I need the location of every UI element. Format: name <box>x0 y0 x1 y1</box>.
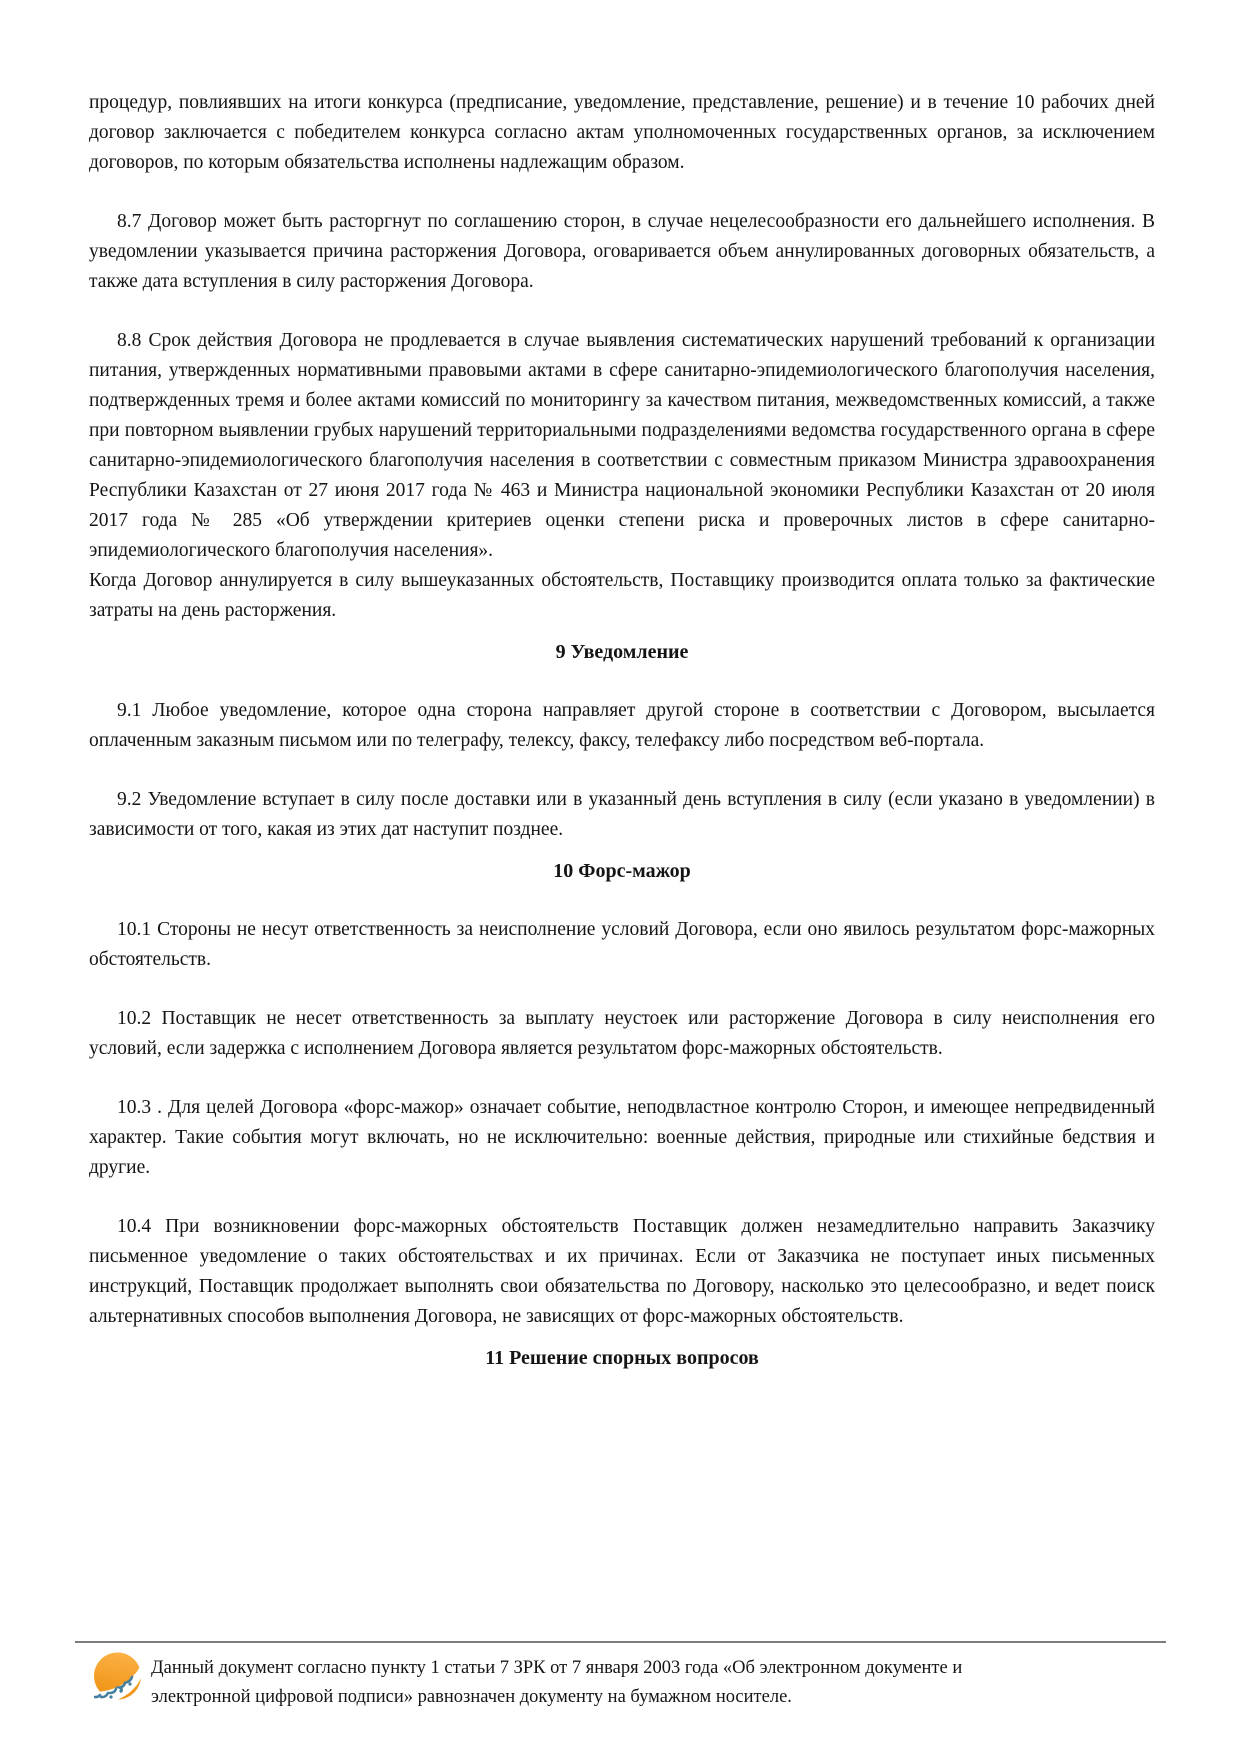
clause-8-7: 8.7 Договор может быть расторгнут по соглашению сторон, в случае нецелесообразности его дальнейшего исполнения. В уведомлении указывается причина расторжения Договора, оговаривается объем аннулированных договорных обязательств, а также дата вступления в силу расторжения Договора. <box>89 211 1155 292</box>
section-10-heading: 10 Форс-мажор <box>553 860 691 882</box>
contract-text-block <box>89 88 1155 1373</box>
clause-10-1: 10.1 Стороны не несут ответственность за неисполнение условий Договора, если оно явилось результатом форс-мажорных обстоятельств. <box>89 919 1155 970</box>
paragraph-8-6-continuation: процедур, повлиявших на итоги конкурса (предписание, уведомление, представление, решение) и в течение 10 рабочих дней договор заключается с победителем конкурса согласно актам уполномоченных государственных органов, за исключением договоров, по которым обязательства исполнены надлежащим образом. <box>89 92 1155 173</box>
clause-9-1: 9.1 Любое уведомление, которое одна сторона направляет другой стороне в соответствии с Договором, высылается оплаченным заказным письмом или по телеграфу, телексу, факсу, телефаксу либо посредством веб-портала. <box>89 700 1155 751</box>
section-11-heading: 11 Решение спорных вопросов <box>485 1347 759 1369</box>
clause-10-2: 10.2 Поставщик не несет ответственность за выплату неустоек или расторжение Договора в силу неисполнения его условий, если задержка с исполнением Договора является результатом форс-мажорных обстоятельств. <box>89 1008 1155 1059</box>
esign-disclaimer: Данный документ согласно пункту 1 статьи 7 ЗРК от 7 января 2003 года «Об электронном документе и электронной цифровой подписи» равнозначен документу на бумажном носителе. <box>151 1658 963 1707</box>
clause-10-4: 10.4 При возникновении форс-мажорных обстоятельств Поставщик должен незамедлительно направить Заказчику письменное уведомление о таких обстоятельствах и их причинах. Если от Заказчика не поступает иных письменных инструкций, Поставщик продолжает выполнять свои обязательства по Договору, насколько это целесообразно, и ведет поиск альтернативных способов выполнения Договора, не зависящих от форс-мажорных обстоятельств. <box>89 1216 1155 1327</box>
section-9-heading: 9 Уведомление <box>555 641 689 663</box>
clause-8-8-note: Когда Договор аннулируется в силу вышеуказанных обстоятельств, Поставщику производится оплата только за фактические затраты на день расторжения. <box>89 570 1155 621</box>
clause-8-8: 8.8 Срок действия Договора не продлевается в случае выявления систематических нарушений требований к организации питания, утвержденных нормативными правовыми актами в сфере санитарно-эпидемиологического благополучия населения, подтвержденных тремя и более актами комиссий по мониторингу за качеством питания, межведомственных комиссий, а также при повторном выявлении грубых нарушений территориальными подразделениями ведомства государственного органа в сфере санитарно-эпидемиологического благополучия населения в соответствии с совместным приказом Министра здравоохранения Республики Казахстан от 27 июня 2017 года № 463 и Министра национальной экономики Республики Казахстан от 20 июля 2017 года № 285 «Об утверждении критериев оценки степени риска и проверочных листов в сфере санитарно-эпидемиологического благополучия населения». <box>89 330 1155 561</box>
clause-9-2: 9.2 Уведомление вступает в силу после доставки или в указанный день вступления в силу (если указано в уведомлении) в зависимости от того, какая из этих дат наступит позднее. <box>89 789 1155 840</box>
clause-10-3: 10.3 . Для целей Договора «форс-мажор» означает событие, неподвластное контролю Сторон, и имеющее непредвиденный характер. Такие события могут включать, но не исключительно: военные действия, природные или стихийные бедствия и другие. <box>89 1097 1155 1178</box>
esign-footer <box>75 1641 1166 1711</box>
esign-stamp-icon <box>94 1652 142 1702</box>
